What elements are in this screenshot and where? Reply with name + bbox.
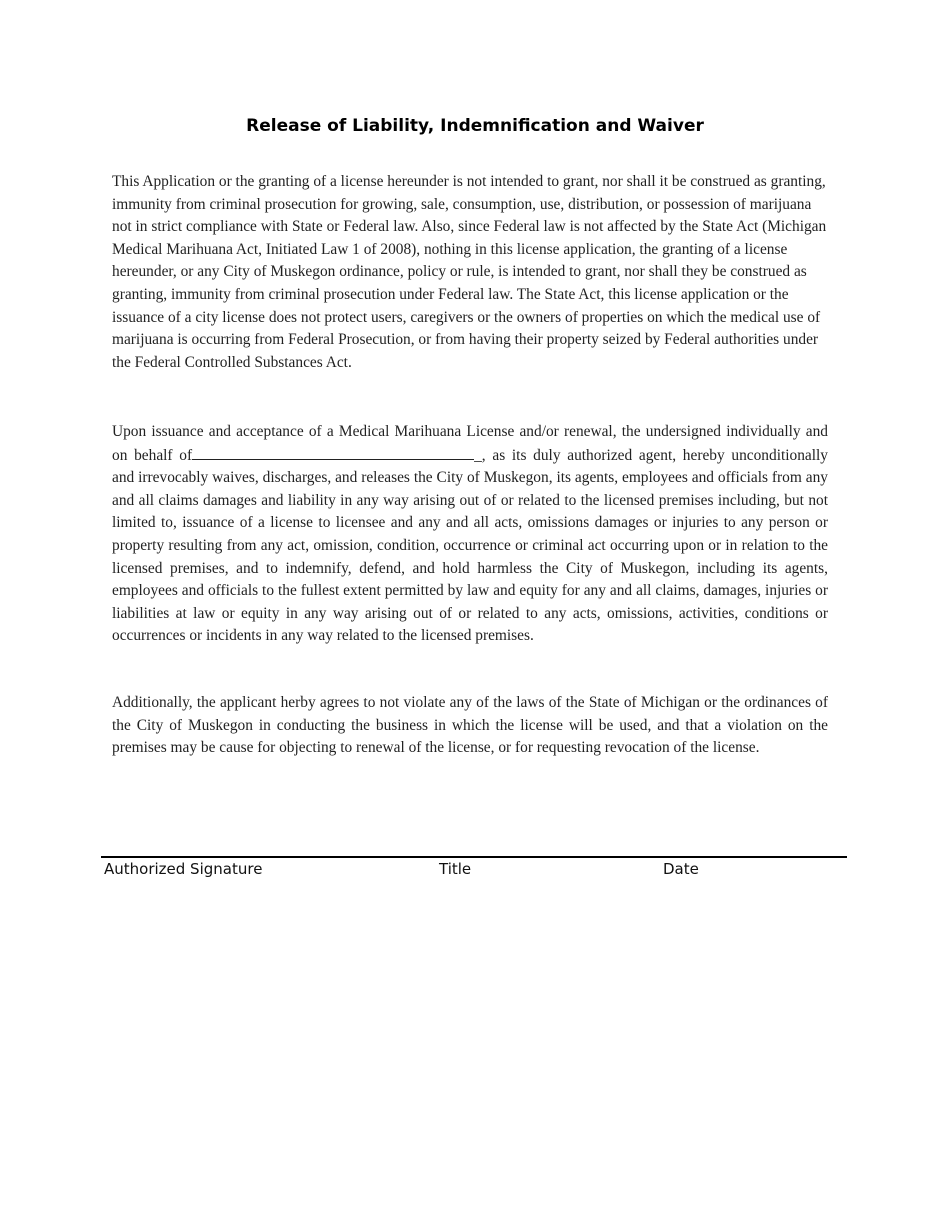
- paragraph-release-and-indemnity: [112, 421, 828, 648]
- title-label: Title: [439, 860, 472, 878]
- paragraph-2-lead-text: Upon issuance and acceptance of a Medical Marihuana License and/or renewal, the undersigned individually and on behalf of: [112, 423, 828, 464]
- date-label: Date: [663, 860, 699, 878]
- document-title: Release of Liability, Indemnification and Waiver: [246, 116, 704, 136]
- paragraph-compliance-agreement: Additionally, the applicant herby agrees to not violate any of the laws of the State of Michigan or the ordinances of the City of Muskegon in conducting the business in which the license will be used, and that a violation on the premises may be cause for objecting to renewal of the license, or for requesting revocation of the license.: [112, 694, 828, 757]
- signature-line: [101, 856, 847, 858]
- paragraph-federal-law-disclaimer: This Application or the granting of a license hereunder is not intended to grant, nor shall it be construed as granting, immunity from criminal prosecution for growing, sale, consumption, use, distribution, or possession of marijuana not in strict compliance with State or Federal law. Also, since Federal law is not affected by the State Act (Michigan Medical Marihuana Act, Initiated Law 1 of 2008), nothing in this license application, the granting of a license hereunder, or any City of Muskegon ordinance, policy or rule, is intended to grant, nor shall they be construed as granting, immunity from criminal prosecution under Federal law. The State Act, this license application or the issuance of a city license does not protect users, caregivers or the owners of properties on which the medical use of marijuana is occurring from Federal Prosecution, or from having their property seized by Federal authorities under the Federal Controlled Substances Act.: [112, 173, 827, 371]
- paragraph-2-trailing-text: _, as its duly authorized agent, hereby unconditionally and irrevocably waives, discharges, and releases the City of Muskegon, its agents, employees and officials from any and all claims damages and liability in any way arising out of or related to the licensed premises including, but not limited to, issuance of a license to licensee and any and all acts, omissions damages or injuries to any person or property resulting from any act, omission, condition, occurrence or criminal act occurring upon or in relation to the licensed premises, and to indemnify, defend, and hold harmless the City of Muskegon, including its agents, employees and officials to the fullest extent permitted by law and equity for any and all claims, damages, injuries or liabilities at law or equity in any way arising out of or related to any acts, omissions, activities, conditions or occurrences or incidents in any way related to the licensed premises.: [112, 446, 828, 645]
- licensee-name-blank: [192, 444, 474, 460]
- authorized-signature-label: Authorized Signature: [104, 860, 263, 878]
